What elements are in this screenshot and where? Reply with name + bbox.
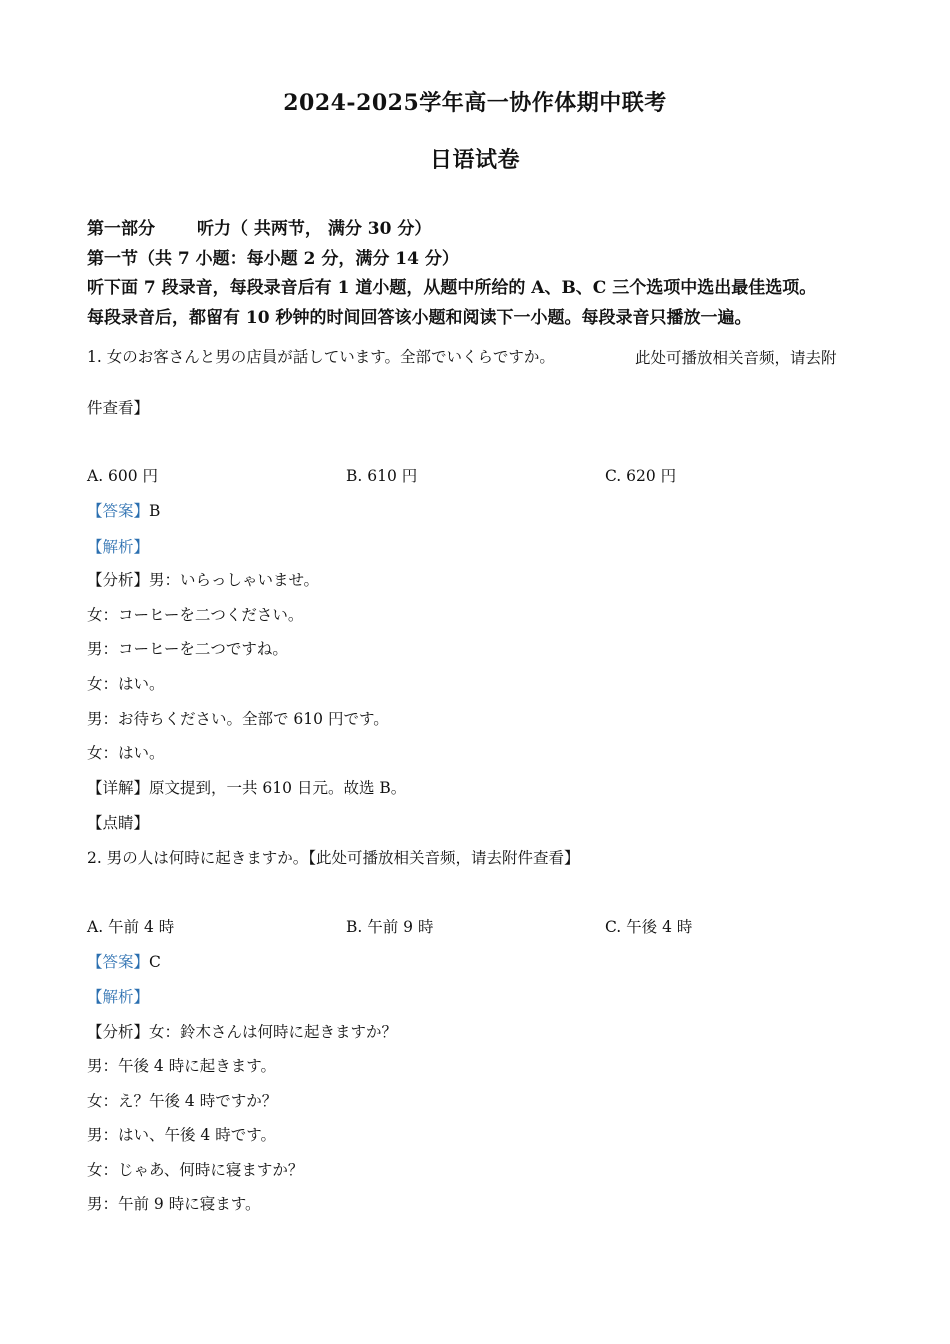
q1-answer: [87, 499, 160, 521]
q1-option-a: A. 600 円: [87, 467, 159, 485]
exam-subject: 日语试卷: [429, 147, 520, 173]
answer-value: C: [149, 953, 161, 971]
answer-value: B: [149, 502, 161, 520]
q1-analysis-line: 女：はい。: [87, 744, 165, 762]
instruction-line-2: 每段录音后，都留有 10 秒钟的时间回答该小题和阅读下一小题。每段录音只播放一遍。: [87, 308, 752, 328]
q1-analysis-line: 男：コーヒーを二つですね。: [87, 640, 288, 658]
answer-tag: 【答案】: [87, 953, 150, 971]
q1-option-c: C. 620 円: [605, 467, 677, 485]
q2-analysis-line: 【分析】女：鈴木さんは何時に起きますか？: [87, 1023, 398, 1041]
q2-option-b: B. 午前 9 時: [346, 918, 434, 936]
part-label: 第一部分: [87, 219, 155, 239]
q2-analysis-line: 男：午前 9 時に寝ます。: [87, 1195, 261, 1213]
q1-note: 【点睛】: [87, 814, 150, 832]
q2-question: 2. 男の人は何時に起きますか。【此处可播放相关音频，请去附件查看】: [87, 849, 580, 867]
q1-audio-note-cont: 件查看】: [87, 399, 150, 417]
instruction-line-1: 听下面 7 段录音，每段录音后有 1 道小题，从题中所给的 A、B、C 三个选项中选出最佳选项。: [87, 278, 817, 298]
q1-analysis-line: 女：はい。: [87, 675, 165, 693]
exam-title: 2024-2025学年高一协作体期中联考: [283, 90, 667, 116]
q1-analysis-line: 男：お待ちください。全部で 610 円です。: [87, 710, 389, 728]
q2-analysis-tag: 【解析】: [87, 988, 150, 1006]
q2-answer: [87, 950, 161, 972]
q2-analysis-line: 男：午後 4 時に起きます。: [87, 1057, 276, 1075]
part-heading: [87, 214, 431, 239]
q1-option-b: B. 610 円: [346, 467, 418, 485]
answer-tag: 【答案】: [87, 502, 150, 520]
q1-audio-note: 此处可播放相关音频，请去附: [635, 349, 837, 367]
q2-analysis-line: 女：じゃあ、何時に寝ますか？: [87, 1161, 304, 1179]
q1-question: 1. 女のお客さんと男の店員が話しています。全部でいくらですか。: [87, 348, 555, 366]
q1-analysis-line: 女：コーヒーを二つください。: [87, 606, 304, 624]
q1-analysis-tag: 【解析】: [87, 538, 150, 556]
q1-detail: 【详解】原文提到，一共 610 日元。故选 B。: [87, 779, 407, 797]
q2-analysis-line: 女：え？午後 4 時ですか？: [87, 1092, 278, 1110]
part-desc: 听力（ 共两节， 满分 30 分）: [197, 219, 432, 239]
q1-analysis-line: 【分析】男：いらっしゃいませ。: [87, 571, 320, 589]
subsection-heading: 第一节（共 7 小题：每小题 2 分，满分 14 分）: [87, 249, 459, 269]
q2-option-a: A. 午前 4 時: [87, 918, 175, 936]
q2-option-c: C. 午後 4 時: [605, 918, 693, 936]
q2-analysis-line: 男：はい、午後 4 時です。: [87, 1126, 276, 1144]
